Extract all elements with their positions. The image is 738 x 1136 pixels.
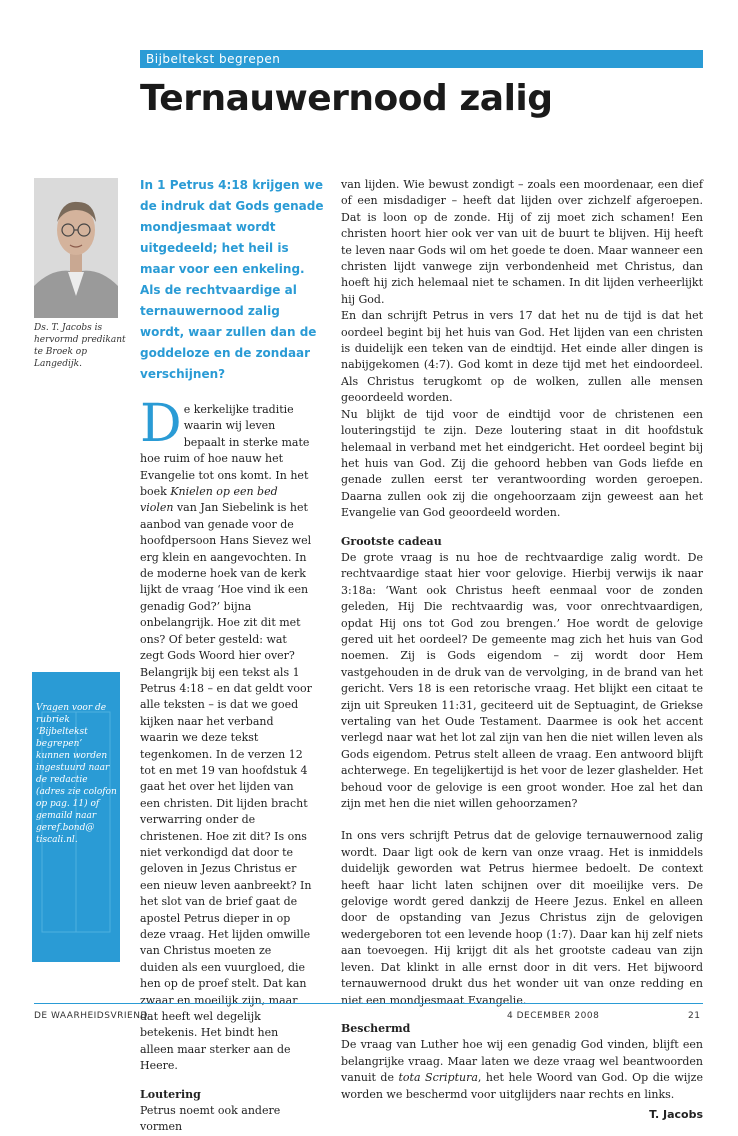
article-column-2 [341, 177, 703, 1123]
intro-paragraph: De kerkelijke traditie waarin wij leven bepaalt in sterke mate hoe ruim of hoe nauw het Evangelie tot ons komt. In het boek Knielen op een bed violen van Jan Siebelink is het aanbod van genade voor de hoofdpersoon Hans Sievez wel erg klein en aangevochten. In de moderne hoek van de kerk lijkt de vraag ‘Hoe vind ik een genadig God?’ bijna onbelangrijk. Hoe zit dit met ons? Of beter gesteld: wat zegt Gods Woord hier over? Belangrijk bij een tekst als 1 Petrus 4:18 – en dat geldt voor alle teksten – is dat we goed kijken naar het verband waarin we deze tekst tegenkomen. In de verzen 12 tot en met 19 van hoofdstuk 4 gaat het over het lijden van een christen. Dit lijden bracht verwarring onder de christenen. Hoe zit dit? Is ons niet verkondigd dat door te geloven in Jezus Christus er een nieuw leven aanbreekt? In het slot van de brief gaat de apostel Petrus dieper in op deze vraag. Het lijden omwille van Christus moeten ze duiden als een vuurgloed, die hen op de proef stelt. Dat kan zwaar en moeilijk zijn, maar dat heeft wel degelijk betekenis. Het bindt hen alleen maar sterker aan de Heere. [140, 394, 312, 1073]
paragraph: van lijden. Wie bewust zondigt – zoals een moordenaar, een dief of een misdadiger – heeft dat lijden over zichzelf afgeroepen. Dat is loon op de zonde. Hij of zij moet zich schamen! Een christen hoort hier ook ver van uit de buurt te blijven. Hij heeft te leven naar Gods wil om het goede te doen. Maar wanneer een christen lijdt vanwege zijn verbondenheid met Christus, dan hoeft hij zich helemaal niet te schamen. In dit lijden verheerlijkt hij God. [341, 178, 703, 306]
author-signature: T. Jacobs [649, 1107, 703, 1121]
author-photo [34, 178, 118, 318]
paragraph: De grote vraag is nu hoe de rechtvaardige zalig wordt. De rechtvaardige staat hier voor gelovige. Hierbij verwijs ik naar 3:18a: ‘Want ook Christus heeft eenmaal voor de zonden geleden, Hij Die rechtvaardig was, voor onrechtvaardigen, opdat Hij ons tot God zou brengen.’ Hoe wordt de gelovige gered uit het oordeel? De gemeente mag zich het huis van God noemen. Zij is Gods eigendom – zij wordt door Hem vastgehouden in de druk van de vervolging, in de brand van het gericht. Vers 18 is een retorische vraag. Het blijkt een citaat te zijn uit Spreuken 11:31, geciteerd uit de Septuagint, de Griekse vertaling van het Oude Testament. Daarmee is ook het accent verlegd naar wat het lot zal zijn van hen die niet willen leven als Gods eigendom. Petrus stelt alleen de vraag. Een antwoord blijft achterwege. En tegelijkertijd is het voor de lezer glashelder. Het behoud voor de gelovige is een groot wonder. Hoe zal het dan zijn met hen die niet willen gehoorzamen? [341, 550, 703, 811]
paragraph: En dan schrijft Petrus in vers 17 dat het nu de tijd is dat het oordeel begint bij het huis van God. Het lijden van een christen is duidelijk een teken van de eindtijd. Het einde aller dingen is nabijgekomen (4:7). God komt in deze tijd met het eindoordeel. Als Christus terugkomt op de wolken, zullen alle mensen geoordeeld worden. [341, 309, 703, 405]
paragraph: Petrus noemt ook andere vormen [140, 1104, 281, 1134]
info-box-text: Vragen voor de rubriek ‘Bijbeltekst begrepen’ kunnen worden ingestuurd naar de redactie (adres zie colofon op pag. 11) of gemaild naar geref.bond@ tiscali.nl. [36, 703, 117, 845]
footer-date: 4 DECEMBER 2008 [507, 1011, 600, 1021]
article-title: Ternauwernood zalig [140, 78, 553, 119]
portrait-image [34, 178, 118, 318]
footer-page-number: 21 [688, 1011, 701, 1021]
lead-paragraph: In 1 Petrus 4:18 krijgen we de indruk dat Gods genade mondjesmaat wordt uitgedeeld; het heil is maar voor een enkeling. Als de rechtvaardige al ternauwernood zalig wordt, waar zullen dan de goddeloze en de zondaar verschijnen? [140, 178, 324, 381]
article-column-1 [140, 394, 312, 1136]
subheading-loutering: Loutering [140, 1087, 201, 1101]
subheading-beschermd: Beschermd [341, 1021, 411, 1035]
paragraph: Nu blijkt de tijd voor de eindtijd voor de christenen een louteringstijd te zijn. Deze loutering staat in dit hoofdstuk helemaal in verband met het eindgericht. Het oordeel begint bij het huis van God. Zij die gehoord hebben van Gods liefde en genade zullen eerst ter verantwoording worden geroepen. Daarna zullen ook zij die ongehoorzaam zijn geweest aan het Evangelie van God geoordeeld worden. [341, 407, 703, 520]
paragraph: De vraag van Luther hoe wij een genadig God vinden, blijft een belangrijke vraag. Maar laten we deze vraag wel beantwoorden vanuit de tota Scriptura, het hele Woord van God. Op die wijze worden we beschermd voor uitglijders naar rechts en links. [341, 1038, 703, 1101]
footer-publication: DE WAARHEIDSVRIEND [34, 1011, 148, 1021]
rubric-label: Bijbeltekst begrepen [146, 52, 281, 66]
book-title: Knielen op een bed violen [140, 485, 278, 515]
footer-divider [34, 1003, 703, 1004]
author-caption: Ds. T. Jacobs is hervormd predikant te Broek op Langedijk. [34, 323, 126, 369]
subheading-grootste-cadeau: Grootste cadeau [341, 534, 442, 548]
info-box [32, 672, 120, 962]
drop-cap: D [140, 394, 182, 454]
paragraph: In ons vers schrijft Petrus dat de gelovige ternauwernood zalig wordt. Daar ligt ook de kern van onze vraag. Het is inmiddels duidelijk geworden wat Petrus hiermee bedoelt. De context heeft haar licht laten schijnen over dit moeilijke vers. De gelovige wordt gered dankzij de Heere Jezus. Enkel en alleen door de opstanding van Jezus Christus zijn de gelovigen wedergeboren tot een levende hoop (1:7). Daar kan hij zelf niets aan toevoegen. Hij krijgt dit als het grootste cadeau van zijn leven. Dat klinkt in alle ernst door in dit vers. Het bijwoord ternauwernood drukt dus het wonder uit van onze redding en niet een mondjesmaat Evangelie. [341, 829, 703, 1007]
rubric-bar [140, 50, 703, 68]
